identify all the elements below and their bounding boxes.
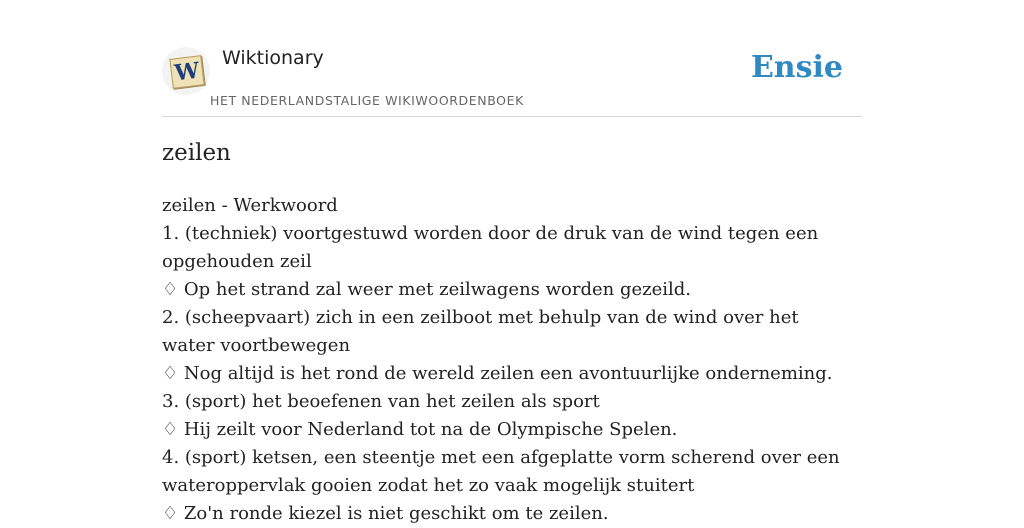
example-1: ♢ Op het strand zal weer met zeilwagens worden gezeild. (162, 279, 692, 300)
wiktionary-logo-icon[interactable] (162, 47, 210, 95)
example-3: ♢ Hij zeilt voor Nederland tot na de Olympische Spelen. (162, 419, 678, 440)
definition-4: 4. (sport) ketsen, een steentje met een afgeplatte vorm scherend over een wateroppervlak gooien zodat het zo vaak mogelijk stuitert (162, 447, 840, 496)
logo-tile (169, 55, 204, 89)
definition-1: 1. (techniek) voortgestuwd worden door de druk van de wind tegen een opgehouden zeil (162, 223, 819, 272)
example-4: ♢ Zo'n ronde kiezel is niet geschikt om te zeilen. (162, 503, 609, 524)
ensie-brand-link[interactable]: Ensie (750, 50, 843, 85)
definition-content (162, 192, 842, 528)
site-header (162, 44, 862, 117)
page-title: zeilen (162, 140, 231, 166)
logo-letter: W (173, 57, 201, 87)
word-type-line: zeilen - Werkwoord (162, 195, 338, 216)
definition-3: 3. (sport) het beoefenen van het zeilen als sport (162, 391, 600, 412)
example-2: ♢ Nog altijd is het rond de wereld zeilen een avontuurlijke onderneming. (162, 363, 833, 384)
definition-2: 2. (scheepvaart) zich in een zeilboot met behulp van de wind over het water voortbewegen (162, 307, 799, 356)
site-title[interactable]: Wiktionary (222, 47, 324, 69)
site-subtitle: HET NEDERLANDSTALIGE WIKIWOORDENBOEK (210, 93, 524, 108)
